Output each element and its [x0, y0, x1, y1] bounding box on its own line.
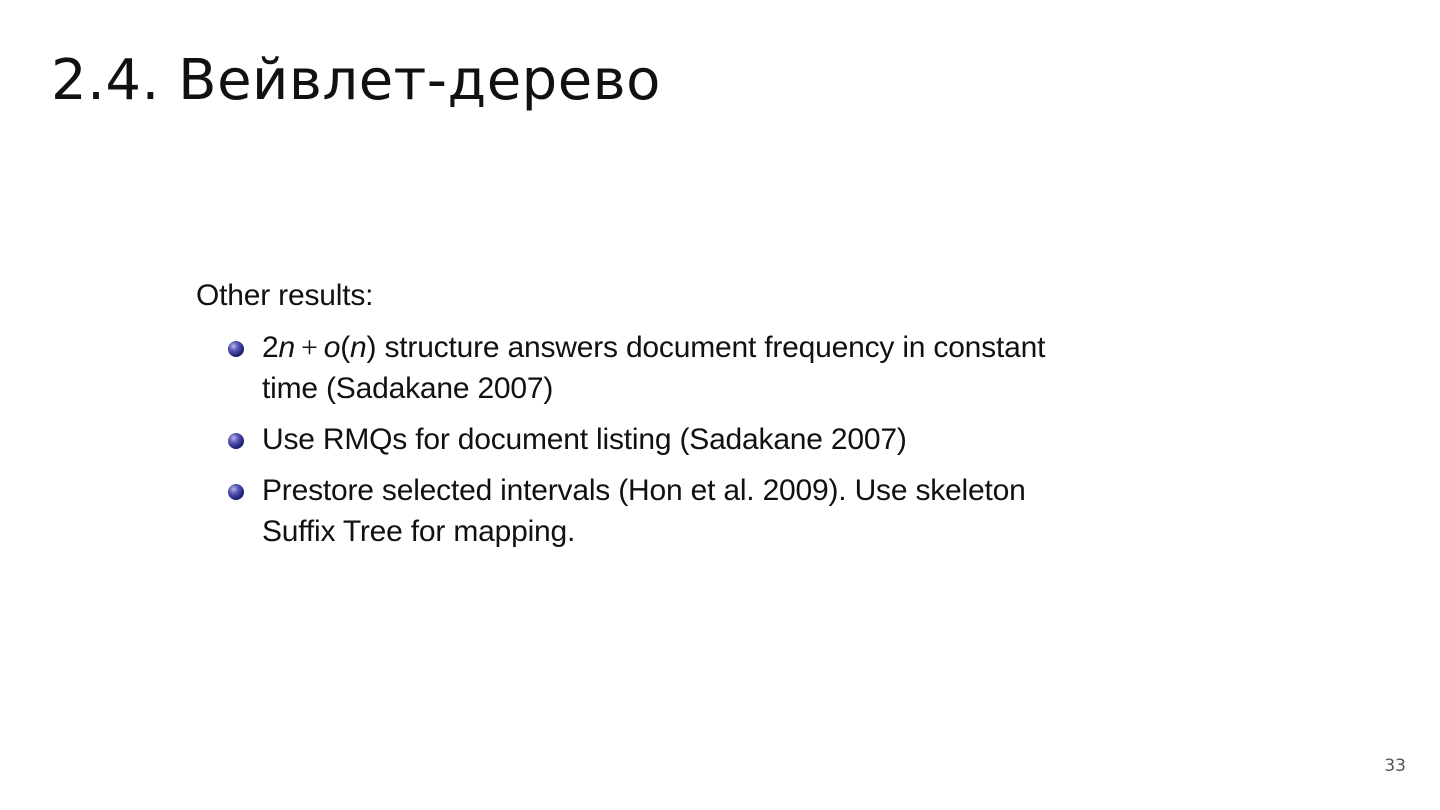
formula-close: ): [366, 331, 377, 364]
formula-plus: +: [301, 331, 318, 364]
list-item: [196, 470, 1196, 552]
formula-coef: 2: [262, 331, 279, 364]
formula-open: (: [340, 331, 351, 364]
bullet-text: Prestore selected intervals (Hon et al. 2009). Use skeleton: [262, 474, 1026, 507]
slide-content: [196, 277, 1196, 562]
bullet-text: structure answers document frequency in constant: [384, 331, 1046, 364]
bullet-text: time (Sadakane 2007): [262, 372, 554, 405]
slide-title: 2.4. Вейвлет-дерево: [51, 48, 661, 113]
page-number: 33: [1384, 756, 1406, 776]
list-item: [196, 419, 1196, 460]
formula: [262, 331, 376, 364]
formula-func: o: [323, 331, 341, 364]
bullet-text: Use RMQs for document listing (Sadakane 2007): [262, 423, 907, 456]
formula-var: n: [350, 331, 367, 364]
bullet-icon: [228, 484, 244, 500]
bullet-text: Suffix Tree for mapping.: [262, 515, 576, 548]
bullet-list: [196, 327, 1196, 552]
formula-var: n: [278, 331, 295, 364]
list-item: [196, 327, 1196, 409]
intro-text: Other results:: [196, 279, 374, 312]
bullet-icon: [228, 433, 244, 449]
bullet-icon: [228, 341, 244, 357]
